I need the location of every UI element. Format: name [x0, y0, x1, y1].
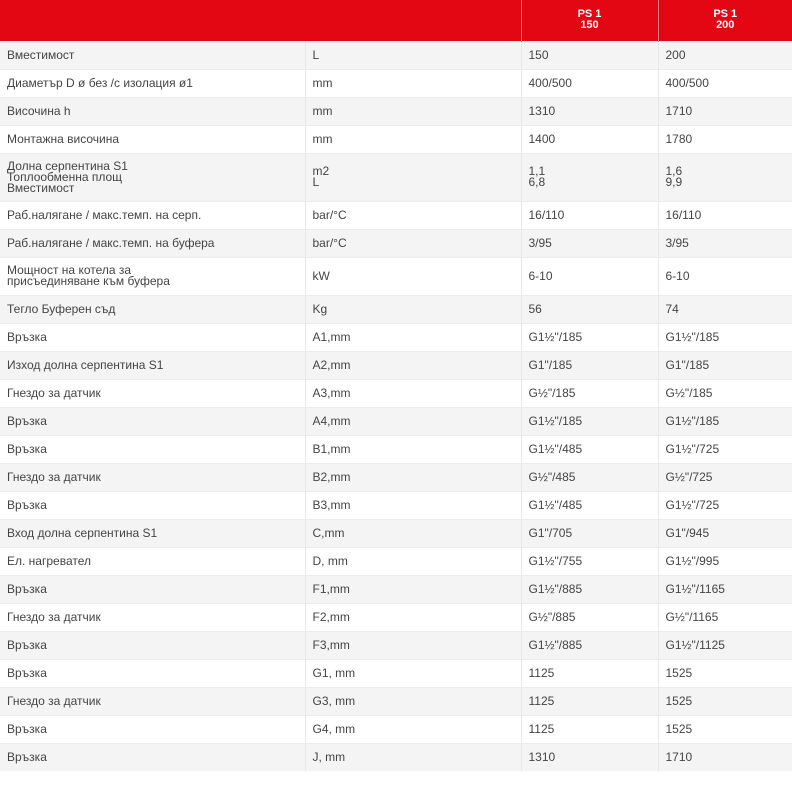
parameter-cell	[0, 659, 305, 687]
parameter-cell	[0, 715, 305, 743]
table-row	[0, 407, 792, 435]
cell-text: G1½"/885	[528, 581, 583, 596]
unit-cell	[305, 97, 521, 125]
ps1-150-value-cell	[521, 201, 658, 229]
ps1-200-value-cell	[658, 631, 792, 659]
cell-text: G½"/185	[528, 385, 576, 400]
ps1-200-value-cell	[658, 575, 792, 603]
unit-cell	[305, 323, 521, 351]
parameter-cell	[0, 125, 305, 153]
cell-text: Вместимост	[7, 180, 75, 195]
parameter-cell	[0, 351, 305, 379]
cell-text: A2,mm	[312, 357, 351, 372]
ps1-200-value-cell	[658, 323, 792, 351]
parameter-cell	[0, 379, 305, 407]
unit-cell	[305, 257, 521, 295]
ps1-200-value-cell	[658, 257, 792, 295]
ps1-200-value-cell	[658, 463, 792, 491]
table-row	[0, 575, 792, 603]
table-row	[0, 659, 792, 687]
cell-text: D, mm	[312, 553, 348, 568]
cell-text: G1½"/725	[665, 497, 720, 512]
header-row	[0, 0, 792, 41]
ps1-200-value-cell	[658, 547, 792, 575]
ps1-150-value-cell	[521, 603, 658, 631]
unit-cell	[305, 575, 521, 603]
ps1-150-value-cell	[521, 229, 658, 257]
cell-text: 16/110	[528, 207, 565, 222]
ps1-150-value-cell	[521, 435, 658, 463]
table-row	[0, 201, 792, 229]
cell-text: G½"/885	[528, 609, 576, 624]
header-parameter	[0, 0, 305, 41]
table-row	[0, 463, 792, 491]
cell-text: 6,8	[528, 175, 546, 189]
ps1-150-value-cell	[521, 125, 658, 153]
cell-text: 1125	[528, 721, 555, 736]
cell-text: 74	[665, 301, 679, 316]
ps1-150-value-cell	[521, 257, 658, 295]
cell-text: Връзка	[7, 721, 47, 736]
cell-text: bar/°C	[312, 235, 347, 250]
table-row	[0, 257, 792, 295]
cell-text: Гнездо за датчик	[7, 693, 101, 708]
parameter-cell	[0, 743, 305, 771]
ps1-150-value-cell	[521, 407, 658, 435]
ps1-200-value-cell	[658, 743, 792, 771]
cell-text: присъединяване към буфера	[7, 274, 170, 288]
table-row	[0, 547, 792, 575]
ps1-200-value-cell	[658, 97, 792, 125]
cell-text: 1710	[665, 749, 693, 764]
cell-text: Изход долна серпентина S1	[7, 357, 164, 372]
cell-text: 16/110	[665, 207, 702, 222]
unit-cell	[305, 435, 521, 463]
cell-text: Гнездо за датчик	[7, 609, 101, 624]
unit-cell	[305, 743, 521, 771]
cell-text: G½"/725	[665, 469, 713, 484]
unit-cell	[305, 407, 521, 435]
cell-text: mm	[312, 75, 333, 90]
ps1-200-value-cell	[658, 295, 792, 323]
ps1-150-value-cell	[521, 69, 658, 97]
parameter-cell	[0, 491, 305, 519]
cell-text: G1"/185	[665, 357, 710, 372]
ps1-150-value-cell	[521, 491, 658, 519]
cell-text: 200	[665, 47, 686, 62]
cell-text: F1,mm	[312, 581, 350, 596]
header-model-label: PS 1	[713, 8, 738, 21]
table-row	[0, 631, 792, 659]
ps1-150-value-cell	[521, 715, 658, 743]
cell-text: 1125	[528, 693, 555, 708]
cell-text: Тегло Буферен съд	[7, 301, 116, 316]
unit-cell	[305, 519, 521, 547]
cell-text: 56	[528, 301, 542, 316]
cell-text: Вместимост	[7, 47, 75, 62]
cell-text: 9,9	[665, 175, 683, 189]
ps1-150-value-cell	[521, 41, 658, 69]
cell-text: G½"/185	[665, 385, 713, 400]
parameter-cell	[0, 435, 305, 463]
unit-cell	[305, 687, 521, 715]
unit-cell	[305, 41, 521, 69]
cell-text: m2	[312, 164, 330, 178]
ps1-200-value-cell	[658, 687, 792, 715]
cell-text: B1,mm	[312, 441, 351, 456]
cell-text: G½"/485	[528, 469, 576, 484]
table-row	[0, 97, 792, 125]
header-model-size: 150	[580, 19, 599, 32]
ps1-150-value-cell	[521, 519, 658, 547]
parameter-cell	[0, 229, 305, 257]
ps1-200-value-cell	[658, 491, 792, 519]
unit-cell	[305, 201, 521, 229]
table-row	[0, 715, 792, 743]
parameter-cell	[0, 631, 305, 659]
cell-text: Гнездо за датчик	[7, 385, 101, 400]
ps1-200-value-cell	[658, 229, 792, 257]
cell-text: Мощност на котела за	[7, 263, 132, 277]
cell-text: 1525	[665, 693, 693, 708]
unit-cell	[305, 379, 521, 407]
unit-cell	[305, 547, 521, 575]
cell-text: J, mm	[312, 749, 346, 764]
table-row	[0, 153, 792, 201]
ps1-150-value-cell	[521, 631, 658, 659]
cell-text: Раб.налягане / макс.темп. на серп.	[7, 207, 202, 222]
cell-text: bar/°C	[312, 207, 347, 222]
cell-text: G1½"/755	[528, 553, 583, 568]
table-row	[0, 69, 792, 97]
cell-text: 6-10	[528, 268, 553, 283]
cell-text: A4,mm	[312, 413, 351, 428]
cell-text: G1, mm	[312, 665, 356, 680]
cell-text: B3,mm	[312, 497, 351, 512]
cell-text: 1,1	[528, 164, 546, 178]
table-row	[0, 229, 792, 257]
ps1-200-value-cell	[658, 435, 792, 463]
cell-text: Връзка	[7, 665, 47, 680]
unit-cell	[305, 491, 521, 519]
cell-text: Топлообменна площ	[7, 169, 123, 184]
cell-text: G1½"/485	[528, 497, 583, 512]
cell-text: mm	[312, 103, 333, 118]
cell-text: B2,mm	[312, 469, 351, 484]
unit-cell	[305, 659, 521, 687]
unit-cell	[305, 229, 521, 257]
header-model-label: PS 1	[577, 8, 602, 21]
cell-text: G1½"/995	[665, 553, 720, 568]
parameter-cell	[0, 69, 305, 97]
cell-text: Височина h	[7, 103, 71, 118]
ps1-150-value-cell	[521, 687, 658, 715]
table-row	[0, 323, 792, 351]
ps1-200-value-cell	[658, 201, 792, 229]
parameter-cell	[0, 97, 305, 125]
ps1-150-value-cell	[521, 659, 658, 687]
unit-cell	[305, 715, 521, 743]
ps1-200-value-cell	[658, 41, 792, 69]
cell-text: Връзка	[7, 441, 47, 456]
cell-text: G½"/1165	[665, 609, 719, 624]
cell-text: A1,mm	[312, 329, 351, 344]
cell-text: Kg	[312, 301, 328, 316]
cell-text: L	[312, 47, 320, 62]
cell-text: A3,mm	[312, 385, 351, 400]
cell-text: Ел. нагревател	[7, 553, 91, 568]
table-row	[0, 125, 792, 153]
cell-text: Раб.налягане / макс.темп. на буфера	[7, 235, 215, 250]
cell-text: G1½"/185	[528, 329, 583, 344]
unit-cell	[305, 125, 521, 153]
parameter-cell	[0, 41, 305, 69]
parameter-cell	[0, 687, 305, 715]
cell-text: G3, mm	[312, 693, 356, 708]
cell-text: Диаметър D ø без /с изолация ø1	[7, 75, 193, 90]
cell-text: 1525	[665, 665, 693, 680]
ps1-200-value-cell	[658, 407, 792, 435]
unit-cell	[305, 351, 521, 379]
parameter-cell	[0, 603, 305, 631]
table-row	[0, 743, 792, 771]
cell-text: F3,mm	[312, 637, 350, 652]
parameter-cell	[0, 519, 305, 547]
cell-text: G1½"/185	[665, 329, 720, 344]
ps1-150-value-cell	[521, 323, 658, 351]
parameter-cell	[0, 201, 305, 229]
ps1-200-value-cell	[658, 379, 792, 407]
cell-text: 150	[528, 47, 549, 62]
cell-text: kW	[312, 268, 330, 283]
cell-text: 1310	[528, 103, 556, 118]
table-row	[0, 603, 792, 631]
parameter-cell	[0, 575, 305, 603]
cell-text: Гнездо за датчик	[7, 469, 101, 484]
cell-text: Връзка	[7, 749, 47, 764]
cell-text: 400/500	[528, 75, 572, 90]
ps1-200-value-cell	[658, 519, 792, 547]
cell-text: L	[312, 175, 320, 189]
cell-text: Монтажна височина	[7, 131, 120, 146]
cell-text: Връзка	[7, 329, 47, 344]
cell-text: G4, mm	[312, 721, 356, 736]
table-header	[0, 0, 792, 41]
ps1-150-value-cell	[521, 351, 658, 379]
parameter-cell	[0, 295, 305, 323]
table-row	[0, 491, 792, 519]
cell-text: 3/95	[528, 235, 552, 250]
cell-text: Връзка	[7, 581, 47, 596]
ps1-150-value-cell	[521, 575, 658, 603]
cell-text: G1"/185	[528, 357, 573, 372]
cell-text: Връзка	[7, 497, 47, 512]
parameter-cell	[0, 463, 305, 491]
cell-text: G1½"/885	[528, 637, 583, 652]
ps1-200-value-cell	[658, 125, 792, 153]
unit-cell	[305, 153, 521, 201]
table-row	[0, 41, 792, 69]
table-row	[0, 687, 792, 715]
ps1-150-value-cell	[521, 463, 658, 491]
parameter-cell	[0, 407, 305, 435]
ps1-200-value-cell	[658, 715, 792, 743]
cell-text: 1710	[665, 103, 693, 118]
cell-text: G1½"/485	[528, 441, 583, 456]
header-unit	[305, 0, 521, 41]
cell-text: Връзка	[7, 413, 47, 428]
table-row	[0, 519, 792, 547]
header-model-size: 200	[716, 19, 735, 32]
cell-text: G1½"/185	[665, 413, 720, 428]
unit-cell	[305, 295, 521, 323]
cell-text: 1780	[665, 131, 693, 146]
header-ps1-200	[658, 0, 792, 41]
table-body	[0, 41, 792, 771]
ps1-200-value-cell	[658, 351, 792, 379]
header-ps1-150	[521, 0, 658, 41]
cell-text: 1400	[528, 131, 556, 146]
table-row	[0, 379, 792, 407]
cell-text: 1,6	[665, 164, 683, 178]
ps1-200-value-cell	[658, 659, 792, 687]
cell-text: C,mm	[312, 525, 345, 540]
parameter-cell	[0, 547, 305, 575]
cell-text: Връзка	[7, 637, 47, 652]
unit-cell	[305, 631, 521, 659]
cell-text: Долна серпентина S1	[7, 158, 128, 173]
cell-text: 1125	[528, 665, 555, 680]
cell-text: 1525	[665, 721, 693, 736]
ps1-150-value-cell	[521, 379, 658, 407]
table-row	[0, 351, 792, 379]
cell-text: G1½"/1165	[665, 581, 725, 596]
unit-cell	[305, 69, 521, 97]
parameter-cell	[0, 153, 305, 201]
cell-text: mm	[312, 131, 333, 146]
unit-cell	[305, 603, 521, 631]
cell-text: G1½"/725	[665, 441, 720, 456]
cell-text: G1½"/185	[528, 413, 583, 428]
ps1-150-value-cell	[521, 153, 658, 201]
cell-text: 1310	[528, 749, 556, 764]
ps1-200-value-cell	[658, 153, 792, 201]
cell-text: G1½"/1125	[665, 637, 725, 652]
cell-text: G1"/945	[665, 525, 710, 540]
ps1-150-value-cell	[521, 547, 658, 575]
ps1-150-value-cell	[521, 743, 658, 771]
table-row	[0, 295, 792, 323]
ps1-200-value-cell	[658, 603, 792, 631]
cell-text: 3/95	[665, 235, 689, 250]
table-row	[0, 435, 792, 463]
cell-text: 400/500	[665, 75, 709, 90]
parameter-cell	[0, 323, 305, 351]
ps1-150-value-cell	[521, 295, 658, 323]
cell-text: 6-10	[665, 268, 690, 283]
parameter-cell	[0, 257, 305, 295]
cell-text: F2,mm	[312, 609, 350, 624]
ps1-200-value-cell	[658, 69, 792, 97]
cell-text: G1"/705	[528, 525, 573, 540]
cell-text: Вход долна серпентина S1	[7, 525, 158, 540]
unit-cell	[305, 463, 521, 491]
ps1-150-value-cell	[521, 97, 658, 125]
